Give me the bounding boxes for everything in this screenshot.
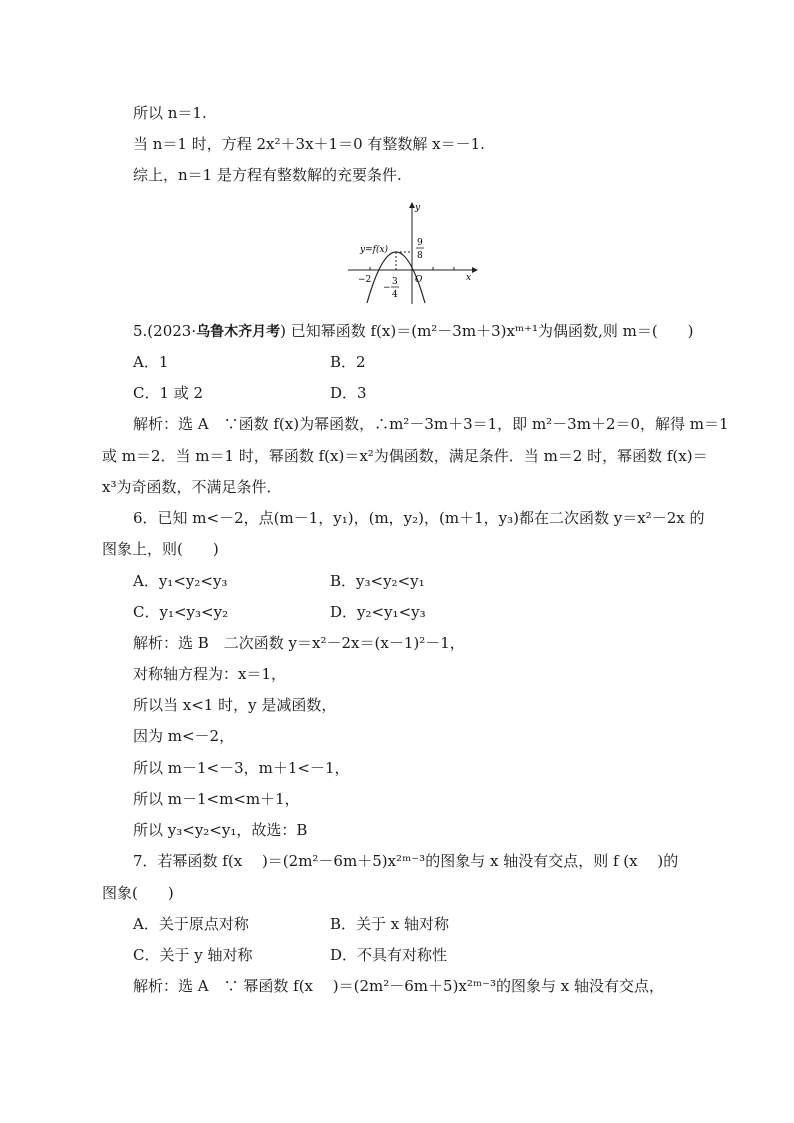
q6-option-d: D．y₂<y₁<y₃ <box>330 603 426 621</box>
q6-option-c: C．y₁<y₃<y₂ <box>133 603 229 621</box>
q7-solution-1: 解析：选 A ∵ 幂函数 f(x )＝(2m²－6m＋5)x²ᵐ⁻³的图象与 x 轴没有交点， <box>133 977 665 995</box>
q6-option-b: B．y₃<y₂<y₁ <box>330 572 425 590</box>
q7-stem-1: 7．若幂函数 f(x )＝(2m²－6m＋5)x²ᵐ⁻³的图象与 x 轴没有交点，则 f (x )的 <box>133 852 679 870</box>
tick-neg2-label: −2 <box>358 275 372 285</box>
vertex-x-sign: − <box>383 283 391 293</box>
parabola-figure <box>345 200 480 305</box>
q6-option-a: A．y₁<y₂<y₃ <box>133 572 228 590</box>
vertex-x-den: 4 <box>392 290 398 300</box>
text-line-1: 所以 n＝1. <box>133 104 207 122</box>
y-axis-label: y <box>415 203 421 213</box>
q5-stem-a: 5.(2023· <box>133 322 197 340</box>
q6-stem-2: 图象上，则( ) <box>102 540 219 558</box>
q6-solution-7: 所以 y₃<y₂<y₁，故选：B <box>133 821 308 839</box>
q6-solution-3: 所以当 x<1 时，y 是减函数， <box>133 696 337 714</box>
q7-stem-2: 图象( ) <box>102 884 174 902</box>
q5-option-c: C．1 或 2 <box>133 384 204 402</box>
q6-solution-1: 解析：选 B 二次函数 y＝x²－2x＝(x－1)²－1， <box>133 634 465 652</box>
q5-option-a: A．1 <box>133 353 169 371</box>
q6-stem-1: 6．已知 m<－2，点(m－1，y₁)，(m，y₂)，(m＋1，y₃)都在二次函数 y＝x²－2x 的 <box>133 509 705 527</box>
q5-solution-3: x³为奇函数，不满足条件． <box>102 478 282 496</box>
q5-solution-2: 或 m＝2．当 m＝1 时，幂函数 f(x)＝x²为偶函数，满足条件．当 m＝2 时，幂函数 f(x)＝ <box>102 447 708 465</box>
q6-solution-5: 所以 m－1<－3，m＋1<－1， <box>133 759 350 777</box>
q7-option-a: A．关于原点对称 <box>133 915 249 933</box>
q6-solution-2: 对称轴方程为：x＝1， <box>133 665 287 683</box>
q5-stem <box>133 321 694 342</box>
q7-option-c: C．关于 y 轴对称 <box>133 946 253 964</box>
q5-option-d: D．3 <box>330 384 367 402</box>
origin-label: O <box>415 275 423 285</box>
q5-option-b: B．2 <box>330 353 366 371</box>
q6-solution-4: 因为 m<－2， <box>133 727 235 745</box>
q7-option-d: D．不具有对称性 <box>330 946 448 964</box>
vertex-y-num: 9 <box>417 238 423 248</box>
fx-label: y=f(x) <box>360 245 389 255</box>
text-line-2: 当 n＝1 时，方程 2x²＋3x＋1＝0 有整数解 x＝－1. <box>133 135 485 153</box>
vertex-x-num: 3 <box>392 277 398 287</box>
q5-stem-b: ) 已知幂函数 f(x)＝(m²－3m＋3)xᵐ⁺¹为偶函数,则 m＝( ) <box>280 322 694 340</box>
q5-solution-1: 解析：选 A ∵函数 f(x)为幂函数，∴m²－3m＋3＝1，即 m²－3m＋2＝0，解得 m＝1 <box>133 415 729 433</box>
x-axis-label: x <box>466 273 472 283</box>
vertex-y-den: 8 <box>417 251 423 261</box>
q5-source: 乌鲁木齐月考 <box>196 324 281 340</box>
q7-option-b: B．关于 x 轴对称 <box>330 915 450 933</box>
q6-solution-6: 所以 m－1<m<m＋1， <box>133 790 300 808</box>
text-line-3: 综上，n＝1 是方程有整数解的充要条件. <box>133 166 402 184</box>
